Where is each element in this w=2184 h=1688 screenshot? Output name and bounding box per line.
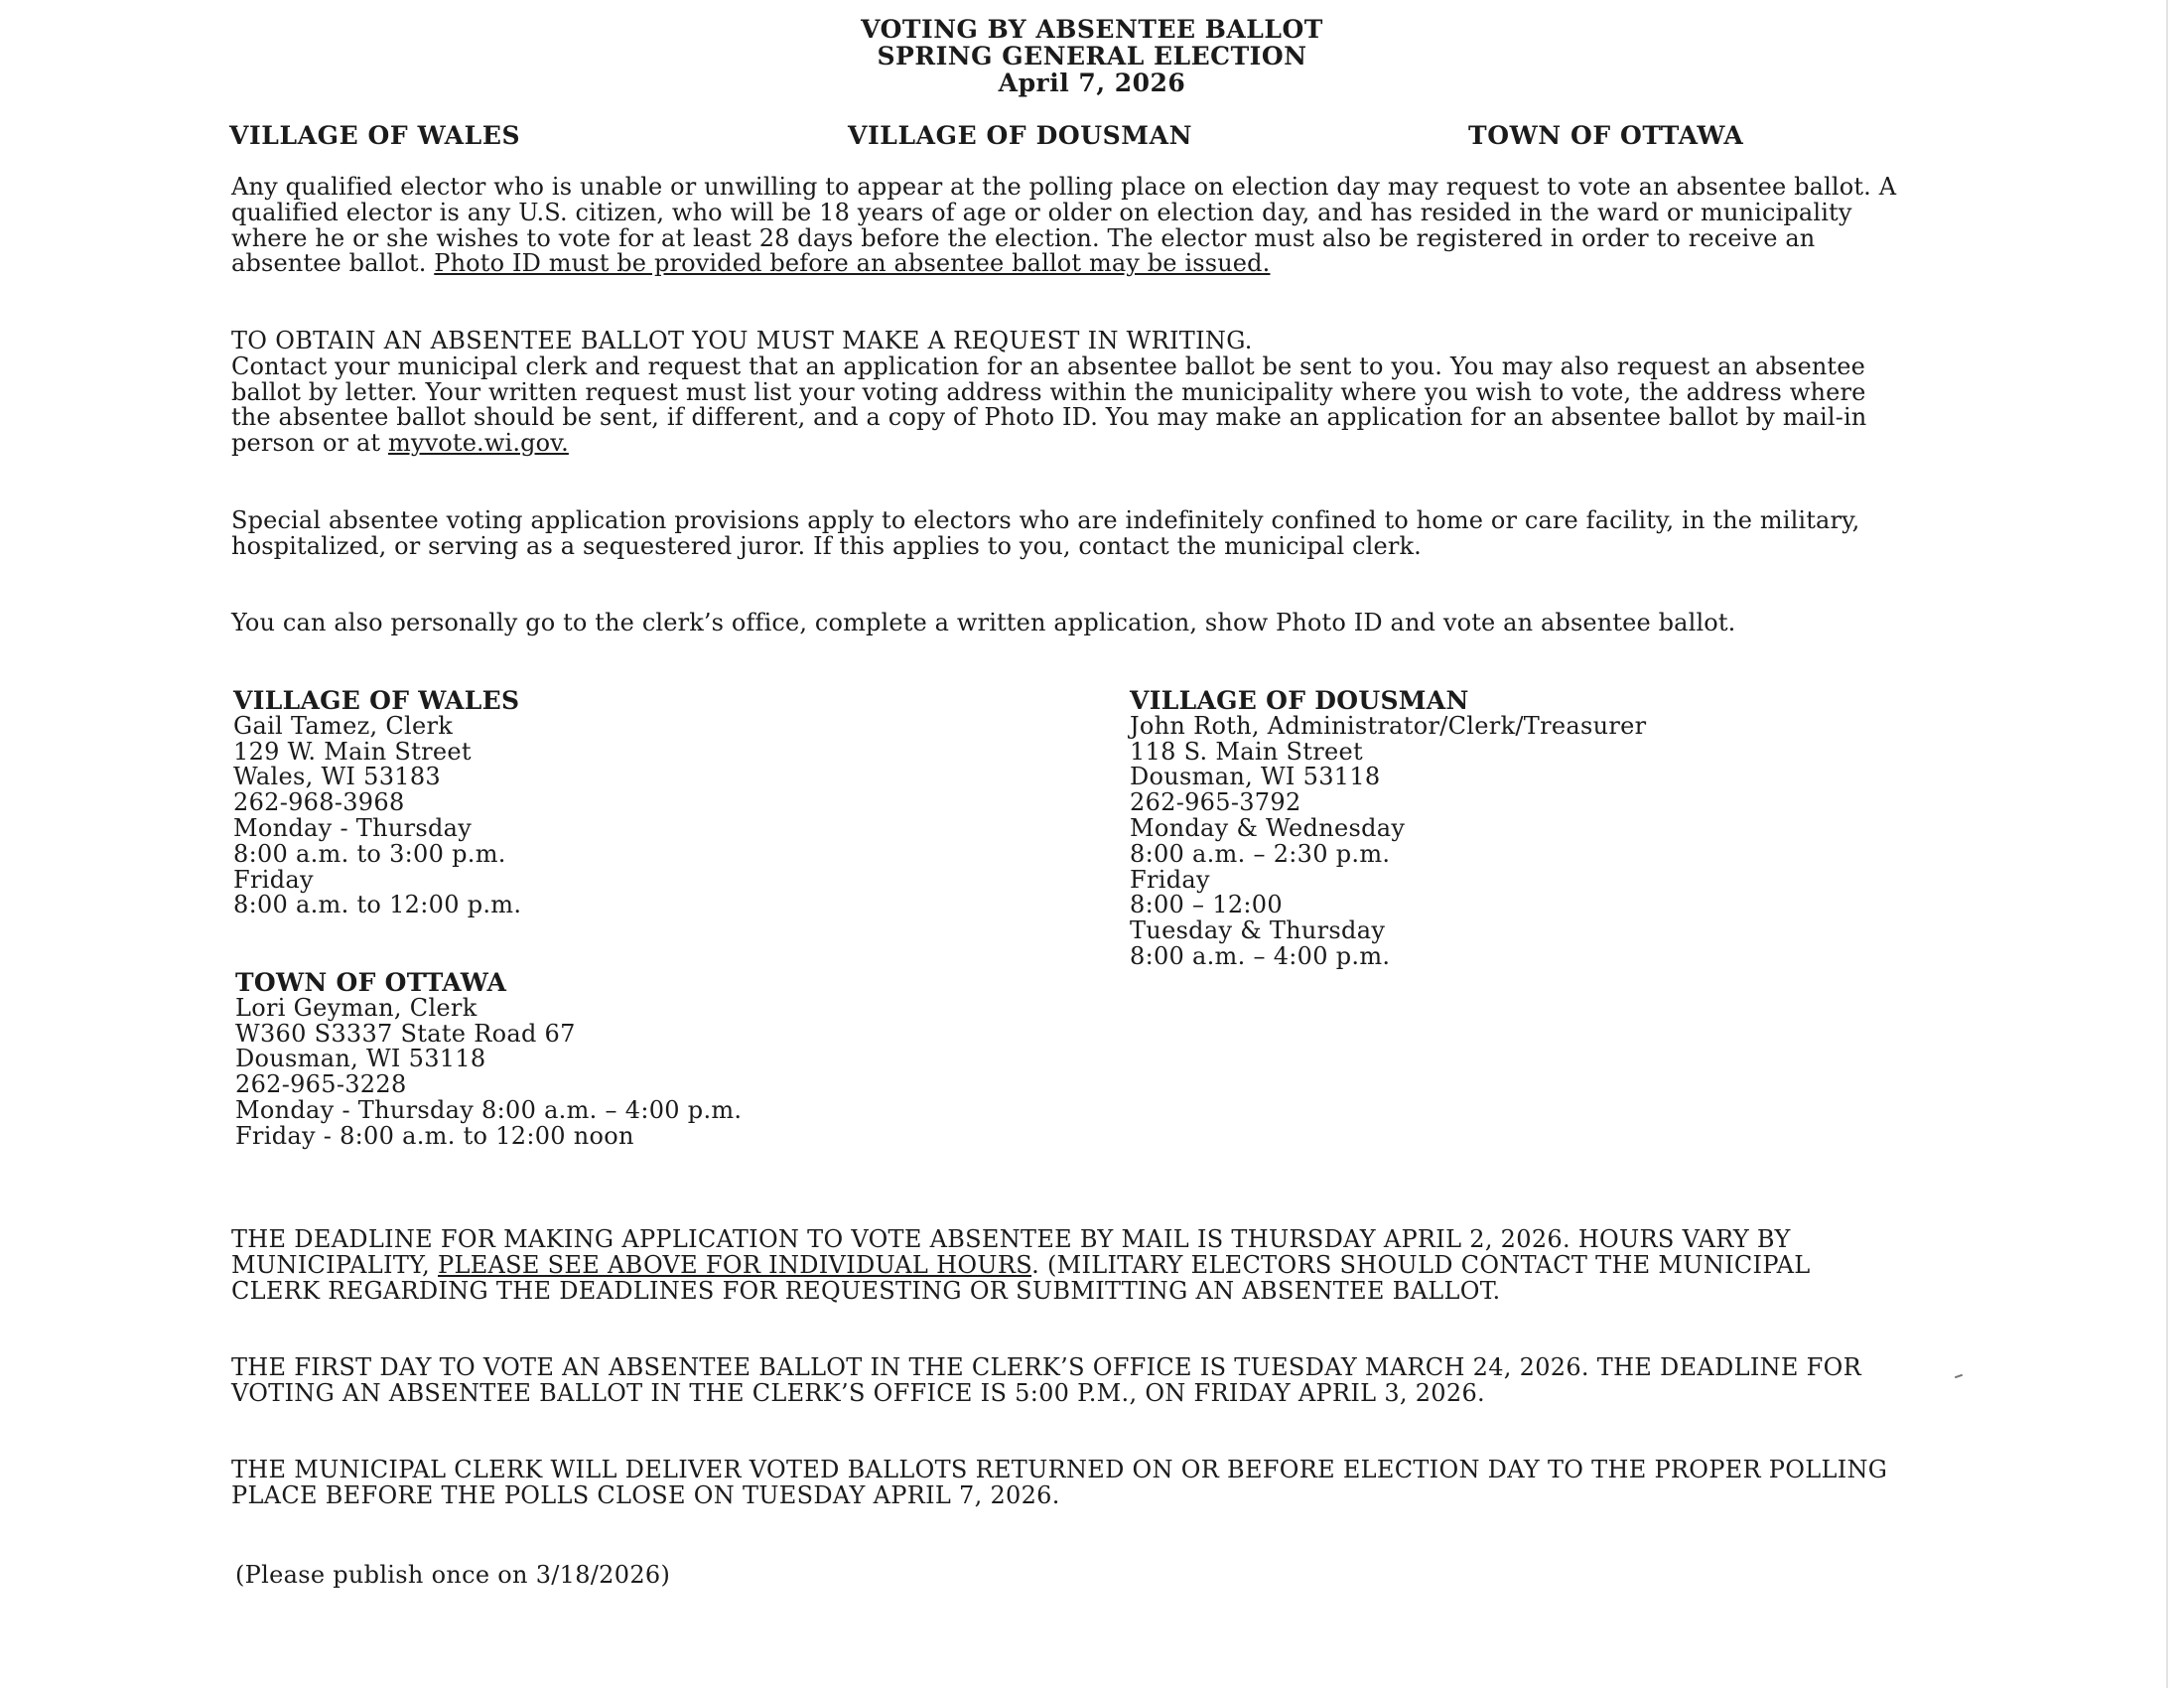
- military-electors-text: . (MILITARY ELECTORS SHOULD CONTACT THE MUNICIPAL CLERK REGARDING THE DEADLINES FOR REQUESTING OR SUBMITTING AN ABSENTEE BALLOT.: [231, 1250, 1811, 1305]
- notice-title-block: [0, 16, 2184, 96]
- contact-line: John Roth, Administrator/Clerk/Treasurer: [1130, 711, 1647, 740]
- request-heading: TO OBTAIN AN ABSENTEE BALLOT YOU MUST MAKE A REQUEST IN WRITING.: [231, 327, 1253, 354]
- delivery-paragraph: THE MUNICIPAL CLERK WILL DELIVER VOTED BALLOTS RETURNED ON OR BEFORE ELECTION DAY TO THE PROPER POLLING PLACE BEFORE THE POLLS CLOSE ON TUESDAY APRIL 7, 2026.: [231, 1456, 1888, 1509]
- myvote-link[interactable]: myvote.wi.gov.: [387, 429, 569, 458]
- contact-line: 118 S. Main Street: [1130, 737, 1363, 766]
- contact-dousman-heading: VILLAGE OF DOUSMAN: [1130, 686, 1469, 715]
- contact-line: Friday: [233, 865, 314, 894]
- scan-speck: [1955, 1374, 1963, 1379]
- contact-wales-heading: VILLAGE OF WALES: [233, 686, 520, 715]
- contact-line: Dousman, WI 53118: [235, 1045, 486, 1073]
- contact-line: Dousman, WI 53118: [1130, 763, 1381, 791]
- mail-deadline-text: THE DEADLINE FOR MAKING APPLICATION TO VOTE ABSENTEE BY MAIL IS THURSDAY APRIL 2, 2026. HOURS VARY BY MUNICIPALITY,: [231, 1225, 1791, 1279]
- contact-line: 262-968-3968: [233, 788, 405, 817]
- municipality-wales: VILLAGE OF WALES: [229, 121, 521, 150]
- in-person-paragraph: You can also personally go to the clerk’s office, complete a written application, show Photo ID and vote an absentee ballot.: [231, 609, 1736, 636]
- photo-id-notice: Photo ID must be provided before an absentee ballot may be issued.: [434, 249, 1271, 278]
- contact-ottawa: [235, 970, 742, 1150]
- intro-text: Any qualified elector who is unable or unwilling to appear at the polling place on election day may request to vote an absentee ballot. A qualified elector is any U.S. citizen, who will be 18 years of age or older on election day, and has resided in the ward or municipality where he or she wishes to vote for at least 28 days before the election. The elector must also be registered in order to receive an absentee ballot.: [231, 173, 1897, 278]
- contact-line: W360 S3337 State Road 67: [235, 1019, 576, 1048]
- contact-wales: [233, 688, 521, 918]
- election-date: April 7, 2026: [998, 69, 1186, 97]
- contact-line: 8:00 a.m. to 3:00 p.m.: [233, 839, 506, 868]
- contact-ottawa-heading: TOWN OF OTTAWA: [235, 968, 507, 997]
- notice-title: VOTING BY ABSENTEE BALLOT: [861, 15, 1323, 44]
- contact-line: Lori Geyman, Clerk: [235, 993, 478, 1022]
- contact-line: 8:00 a.m. to 12:00 p.m.: [233, 891, 522, 919]
- mail-deadline-paragraph: [231, 1227, 1899, 1304]
- contact-line: 262-965-3792: [1130, 788, 1301, 817]
- contact-line: Monday & Wednesday: [1130, 813, 1406, 842]
- contact-line: Tuesday & Thursday: [1130, 916, 1386, 945]
- contact-line: 8:00 a.m. – 2:30 p.m.: [1130, 839, 1391, 868]
- first-day-paragraph: THE FIRST DAY TO VOTE AN ABSENTEE BALLOT IN THE CLERK’S OFFICE IS TUESDAY MARCH 24, 2026. THE DEADLINE FOR VOTING AN ABSENTEE BALLOT IN THE CLERK’S OFFICE IS 5:00 P.M., ON FRIDAY APRIL 3, 2026.: [231, 1353, 1861, 1407]
- publish-note: (Please publish once on 3/18/2026): [235, 1561, 671, 1589]
- special-provisions-paragraph: Special absentee voting application provisions apply to electors who are indefinitely confined to home or care facility, in the military, hospitalized, or serving as a sequestered juror. If this applies to you, contact the municipal clerk.: [231, 506, 1860, 560]
- page-edge-rule: [2166, 0, 2168, 1688]
- contact-line: 129 W. Main Street: [233, 737, 472, 766]
- election-name: SPRING GENERAL ELECTION: [877, 42, 1307, 70]
- contact-line: Monday - Thursday 8:00 a.m. – 4:00 p.m.: [235, 1095, 743, 1124]
- municipality-ottawa: TOWN OF OTTAWA: [1468, 121, 1744, 150]
- intro-paragraph: [231, 175, 1899, 277]
- contact-line: Wales, WI 53183: [233, 763, 441, 791]
- individual-hours-notice: PLEASE SEE ABOVE FOR INDIVIDUAL HOURS: [438, 1250, 1032, 1279]
- request-paragraph: [231, 329, 1899, 457]
- contact-line: 8:00 a.m. – 4:00 p.m.: [1130, 941, 1391, 970]
- contact-line: 262-965-3228: [235, 1070, 407, 1099]
- municipality-dousman: VILLAGE OF DOUSMAN: [848, 121, 1193, 150]
- request-text: Contact your municipal clerk and request that an application for an absentee ballot be sent to you. You may also request an absentee ballot by letter. Your written request must list your voting address within the municipality where you wish to vote, the address where the absentee ballot should be sent, if different, and a copy of Photo ID. You may make an application for an absentee ballot by mail-in person or at: [231, 352, 1867, 458]
- contact-line: Gail Tamez, Clerk: [233, 711, 454, 740]
- contact-line: Monday - Thursday: [233, 813, 473, 842]
- contact-dousman: [1130, 688, 1646, 970]
- contact-line: Friday: [1130, 865, 1210, 894]
- municipality-row: [229, 121, 1838, 153]
- contact-line: 8:00 – 12:00: [1130, 891, 1283, 919]
- contact-line: Friday - 8:00 a.m. to 12:00 noon: [235, 1121, 634, 1150]
